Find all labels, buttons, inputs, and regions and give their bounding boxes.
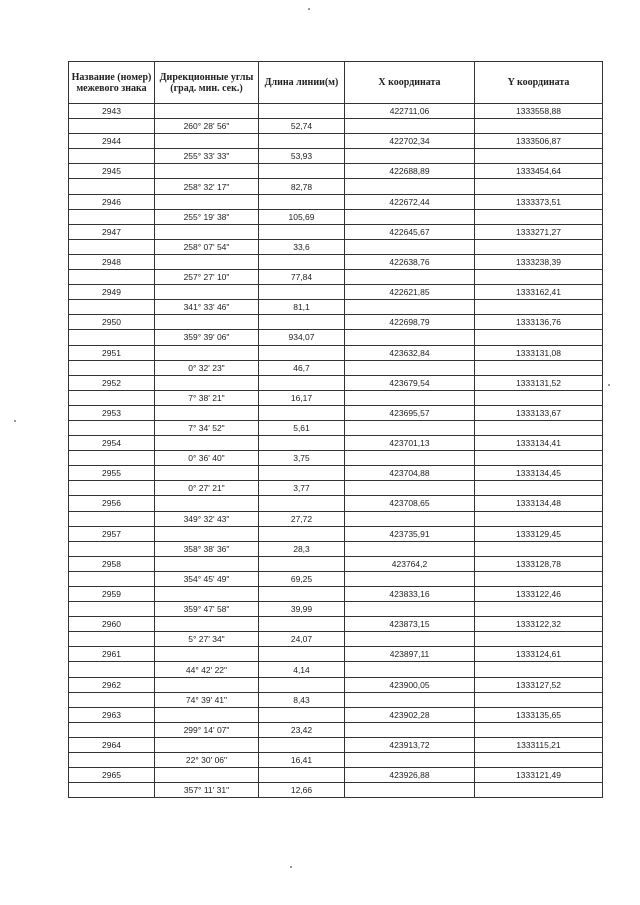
- segment-row: [69, 270, 603, 285]
- point-name: 2949: [69, 285, 155, 300]
- name-cell-empty: [69, 662, 155, 677]
- x-coordinate: 423902,28: [345, 707, 475, 722]
- angle-cell-empty: [155, 707, 259, 722]
- x-coordinate: 423695,57: [345, 405, 475, 420]
- segment-row: [69, 239, 603, 254]
- name-cell-empty: [69, 270, 155, 285]
- x-cell-empty: [345, 239, 475, 254]
- y-coordinate: 1333134,41: [475, 436, 603, 451]
- y-cell-empty: [475, 662, 603, 677]
- point-name: 2953: [69, 405, 155, 420]
- length-cell-empty: [259, 556, 345, 571]
- line-length: 77,84: [259, 270, 345, 285]
- name-cell-empty: [69, 119, 155, 134]
- point-name: 2965: [69, 768, 155, 783]
- line-length: 105,69: [259, 209, 345, 224]
- length-cell-empty: [259, 677, 345, 692]
- point-row: [69, 224, 603, 239]
- y-coordinate: 1333124,61: [475, 647, 603, 662]
- point-name: 2964: [69, 737, 155, 752]
- point-row: [69, 104, 603, 119]
- line-length: 12,66: [259, 783, 345, 798]
- y-cell-empty: [475, 692, 603, 707]
- x-coordinate: 422645,67: [345, 224, 475, 239]
- y-coordinate: 1333135,65: [475, 707, 603, 722]
- x-cell-empty: [345, 300, 475, 315]
- direction-angle: 257° 27' 10": [155, 270, 259, 285]
- x-cell-empty: [345, 420, 475, 435]
- y-cell-empty: [475, 753, 603, 768]
- name-cell-empty: [69, 451, 155, 466]
- header-name: Название (номер) межевого знака: [69, 62, 155, 104]
- y-coordinate: 1333131,52: [475, 375, 603, 390]
- x-coordinate: 422711,06: [345, 104, 475, 119]
- point-row: [69, 587, 603, 602]
- line-length: 4,14: [259, 662, 345, 677]
- y-cell-empty: [475, 602, 603, 617]
- angle-cell-empty: [155, 587, 259, 602]
- segment-row: [69, 481, 603, 496]
- segment-row: [69, 602, 603, 617]
- direction-angle: 7° 38' 21": [155, 390, 259, 405]
- direction-angle: 349° 32' 43": [155, 511, 259, 526]
- length-cell-empty: [259, 285, 345, 300]
- point-row: [69, 677, 603, 692]
- direction-angle: 0° 27' 21": [155, 481, 259, 496]
- point-row: [69, 647, 603, 662]
- segment-row: [69, 209, 603, 224]
- x-cell-empty: [345, 149, 475, 164]
- length-cell-empty: [259, 587, 345, 602]
- segment-row: [69, 179, 603, 194]
- y-cell-empty: [475, 270, 603, 285]
- angle-cell-empty: [155, 134, 259, 149]
- line-length: 28,3: [259, 541, 345, 556]
- point-row: [69, 617, 603, 632]
- angle-cell-empty: [155, 375, 259, 390]
- point-row: [69, 526, 603, 541]
- x-coordinate: 423833,16: [345, 587, 475, 602]
- point-name: 2962: [69, 677, 155, 692]
- name-cell-empty: [69, 481, 155, 496]
- segment-row: [69, 692, 603, 707]
- line-length: 16,41: [259, 753, 345, 768]
- x-cell-empty: [345, 783, 475, 798]
- point-row: [69, 345, 603, 360]
- angle-cell-empty: [155, 254, 259, 269]
- angle-cell-empty: [155, 617, 259, 632]
- length-cell-empty: [259, 224, 345, 239]
- y-cell-empty: [475, 511, 603, 526]
- line-length: 23,42: [259, 722, 345, 737]
- name-cell-empty: [69, 300, 155, 315]
- x-coordinate: 423679,54: [345, 375, 475, 390]
- scan-speck: [290, 866, 292, 868]
- y-coordinate: 1333122,46: [475, 587, 603, 602]
- line-length: 39,99: [259, 602, 345, 617]
- direction-angle: 359° 39' 06": [155, 330, 259, 345]
- x-cell-empty: [345, 119, 475, 134]
- header-angles: Дирекционные углы (град. мин. сек.): [155, 62, 259, 104]
- length-cell-empty: [259, 707, 345, 722]
- y-coordinate: 1333238,39: [475, 254, 603, 269]
- x-cell-empty: [345, 330, 475, 345]
- segment-row: [69, 451, 603, 466]
- segment-row: [69, 360, 603, 375]
- point-name: 2959: [69, 587, 155, 602]
- x-coordinate: 423900,05: [345, 677, 475, 692]
- segment-row: [69, 783, 603, 798]
- segment-row: [69, 632, 603, 647]
- line-length: 53,93: [259, 149, 345, 164]
- y-coordinate: 1333162,41: [475, 285, 603, 300]
- length-cell-empty: [259, 405, 345, 420]
- angle-cell-empty: [155, 496, 259, 511]
- y-coordinate: 1333558,88: [475, 104, 603, 119]
- y-coordinate: 1333454,64: [475, 164, 603, 179]
- x-coordinate: 423897,11: [345, 647, 475, 662]
- name-cell-empty: [69, 330, 155, 345]
- direction-angle: 357° 11' 31": [155, 783, 259, 798]
- x-coordinate: 422672,44: [345, 194, 475, 209]
- point-name: 2956: [69, 496, 155, 511]
- x-cell-empty: [345, 481, 475, 496]
- point-row: [69, 768, 603, 783]
- point-name: 2945: [69, 164, 155, 179]
- y-cell-empty: [475, 481, 603, 496]
- point-name: 2951: [69, 345, 155, 360]
- scan-speck: [308, 8, 310, 10]
- length-cell-empty: [259, 104, 345, 119]
- name-cell-empty: [69, 390, 155, 405]
- x-cell-empty: [345, 209, 475, 224]
- y-cell-empty: [475, 451, 603, 466]
- point-name: 2954: [69, 436, 155, 451]
- angle-cell-empty: [155, 647, 259, 662]
- y-coordinate: 1333128,78: [475, 556, 603, 571]
- point-row: [69, 496, 603, 511]
- angle-cell-empty: [155, 436, 259, 451]
- header-y: Y координата: [475, 62, 603, 104]
- direction-angle: 74° 39' 41": [155, 692, 259, 707]
- segment-row: [69, 541, 603, 556]
- point-row: [69, 285, 603, 300]
- y-cell-empty: [475, 541, 603, 556]
- name-cell-empty: [69, 753, 155, 768]
- direction-angle: 255° 19' 38": [155, 209, 259, 224]
- x-coordinate: 422688,89: [345, 164, 475, 179]
- length-cell-empty: [259, 134, 345, 149]
- y-coordinate: 1333122,32: [475, 617, 603, 632]
- point-name: 2952: [69, 375, 155, 390]
- point-name: 2946: [69, 194, 155, 209]
- point-name: 2944: [69, 134, 155, 149]
- y-coordinate: 1333136,76: [475, 315, 603, 330]
- length-cell-empty: [259, 254, 345, 269]
- direction-angle: 359° 47' 58": [155, 602, 259, 617]
- x-coordinate: 422621,85: [345, 285, 475, 300]
- x-cell-empty: [345, 541, 475, 556]
- x-cell-empty: [345, 571, 475, 586]
- x-coordinate: 423873,15: [345, 617, 475, 632]
- direction-angle: 260° 28' 56": [155, 119, 259, 134]
- x-cell-empty: [345, 692, 475, 707]
- name-cell-empty: [69, 239, 155, 254]
- y-cell-empty: [475, 209, 603, 224]
- name-cell-empty: [69, 149, 155, 164]
- point-name: 2950: [69, 315, 155, 330]
- name-cell-empty: [69, 692, 155, 707]
- y-coordinate: 1333133,67: [475, 405, 603, 420]
- segment-row: [69, 753, 603, 768]
- name-cell-empty: [69, 541, 155, 556]
- point-row: [69, 405, 603, 420]
- segment-row: [69, 119, 603, 134]
- point-name: 2955: [69, 466, 155, 481]
- direction-angle: 0° 36' 40": [155, 451, 259, 466]
- line-length: 81,1: [259, 300, 345, 315]
- point-name: 2943: [69, 104, 155, 119]
- point-row: [69, 707, 603, 722]
- angle-cell-empty: [155, 194, 259, 209]
- x-cell-empty: [345, 451, 475, 466]
- name-cell-empty: [69, 420, 155, 435]
- angle-cell-empty: [155, 405, 259, 420]
- point-row: [69, 436, 603, 451]
- y-cell-empty: [475, 300, 603, 315]
- x-coordinate: 423704,88: [345, 466, 475, 481]
- y-cell-empty: [475, 420, 603, 435]
- line-length: 5,61: [259, 420, 345, 435]
- x-cell-empty: [345, 360, 475, 375]
- y-cell-empty: [475, 571, 603, 586]
- length-cell-empty: [259, 315, 345, 330]
- line-length: 3,75: [259, 451, 345, 466]
- x-coordinate: 422702,34: [345, 134, 475, 149]
- y-coordinate: 1333115,21: [475, 737, 603, 752]
- angle-cell-empty: [155, 556, 259, 571]
- y-coordinate: 1333134,48: [475, 496, 603, 511]
- x-cell-empty: [345, 632, 475, 647]
- length-cell-empty: [259, 436, 345, 451]
- x-coordinate: 422638,76: [345, 254, 475, 269]
- segment-row: [69, 300, 603, 315]
- angle-cell-empty: [155, 526, 259, 541]
- y-cell-empty: [475, 330, 603, 345]
- y-cell-empty: [475, 149, 603, 164]
- segment-row: [69, 511, 603, 526]
- angle-cell-empty: [155, 737, 259, 752]
- y-cell-empty: [475, 783, 603, 798]
- y-cell-empty: [475, 360, 603, 375]
- y-coordinate: 1333127,52: [475, 677, 603, 692]
- point-name: 2958: [69, 556, 155, 571]
- point-row: [69, 466, 603, 481]
- header-length: Длина линии(м): [259, 62, 345, 104]
- x-coordinate: 423735,91: [345, 526, 475, 541]
- header-row: [69, 62, 603, 104]
- length-cell-empty: [259, 526, 345, 541]
- direction-angle: 354° 45' 49": [155, 571, 259, 586]
- point-row: [69, 194, 603, 209]
- point-name: 2961: [69, 647, 155, 662]
- length-cell-empty: [259, 164, 345, 179]
- segment-row: [69, 390, 603, 405]
- direction-angle: 255° 33' 33": [155, 149, 259, 164]
- x-cell-empty: [345, 662, 475, 677]
- x-cell-empty: [345, 722, 475, 737]
- line-length: 52,74: [259, 119, 345, 134]
- length-cell-empty: [259, 375, 345, 390]
- x-coordinate: 423708,65: [345, 496, 475, 511]
- point-name: 2948: [69, 254, 155, 269]
- segment-row: [69, 571, 603, 586]
- point-row: [69, 375, 603, 390]
- y-coordinate: 1333134,45: [475, 466, 603, 481]
- length-cell-empty: [259, 768, 345, 783]
- length-cell-empty: [259, 345, 345, 360]
- length-cell-empty: [259, 466, 345, 481]
- table-body: [69, 104, 603, 798]
- segment-row: [69, 149, 603, 164]
- line-length: 27,72: [259, 511, 345, 526]
- y-coordinate: 1333121,49: [475, 768, 603, 783]
- x-coordinate: 423632,84: [345, 345, 475, 360]
- scan-speck: [608, 384, 610, 386]
- point-row: [69, 134, 603, 149]
- segment-row: [69, 420, 603, 435]
- name-cell-empty: [69, 722, 155, 737]
- y-cell-empty: [475, 239, 603, 254]
- direction-angle: 341° 33' 46": [155, 300, 259, 315]
- point-name: 2960: [69, 617, 155, 632]
- direction-angle: 22° 30' 06": [155, 753, 259, 768]
- x-cell-empty: [345, 602, 475, 617]
- line-length: 8,43: [259, 692, 345, 707]
- x-coordinate: 423926,88: [345, 768, 475, 783]
- angle-cell-empty: [155, 164, 259, 179]
- line-length: 3,77: [259, 481, 345, 496]
- x-coordinate: 423764,2: [345, 556, 475, 571]
- line-length: 69,25: [259, 571, 345, 586]
- point-name: 2957: [69, 526, 155, 541]
- line-length: 33,6: [259, 239, 345, 254]
- x-cell-empty: [345, 390, 475, 405]
- length-cell-empty: [259, 194, 345, 209]
- point-name: 2947: [69, 224, 155, 239]
- angle-cell-empty: [155, 345, 259, 360]
- y-coordinate: 1333131,08: [475, 345, 603, 360]
- segment-row: [69, 662, 603, 677]
- line-length: 82,78: [259, 179, 345, 194]
- name-cell-empty: [69, 602, 155, 617]
- y-cell-empty: [475, 119, 603, 134]
- point-row: [69, 737, 603, 752]
- angle-cell-empty: [155, 315, 259, 330]
- y-coordinate: 1333506,87: [475, 134, 603, 149]
- point-row: [69, 315, 603, 330]
- name-cell-empty: [69, 209, 155, 224]
- length-cell-empty: [259, 737, 345, 752]
- direction-angle: 358° 38' 36": [155, 541, 259, 556]
- header-x: X координата: [345, 62, 475, 104]
- y-coordinate: 1333271,27: [475, 224, 603, 239]
- length-cell-empty: [259, 617, 345, 632]
- y-coordinate: 1333129,45: [475, 526, 603, 541]
- direction-angle: 0° 32' 23": [155, 360, 259, 375]
- line-length: 16,17: [259, 390, 345, 405]
- angle-cell-empty: [155, 224, 259, 239]
- y-cell-empty: [475, 390, 603, 405]
- length-cell-empty: [259, 647, 345, 662]
- x-coordinate: 423913,72: [345, 737, 475, 752]
- y-cell-empty: [475, 632, 603, 647]
- y-cell-empty: [475, 722, 603, 737]
- line-length: 934,07: [259, 330, 345, 345]
- name-cell-empty: [69, 632, 155, 647]
- x-cell-empty: [345, 179, 475, 194]
- angle-cell-empty: [155, 466, 259, 481]
- point-row: [69, 254, 603, 269]
- angle-cell-empty: [155, 677, 259, 692]
- name-cell-empty: [69, 571, 155, 586]
- x-cell-empty: [345, 753, 475, 768]
- angle-cell-empty: [155, 768, 259, 783]
- y-cell-empty: [475, 179, 603, 194]
- point-row: [69, 556, 603, 571]
- scan-speck: [14, 420, 16, 422]
- direction-angle: 7° 34' 52": [155, 420, 259, 435]
- name-cell-empty: [69, 511, 155, 526]
- line-length: 24,07: [259, 632, 345, 647]
- length-cell-empty: [259, 496, 345, 511]
- point-row: [69, 164, 603, 179]
- x-coordinate: 422698,79: [345, 315, 475, 330]
- line-length: 46,7: [259, 360, 345, 375]
- x-coordinate: 423701,13: [345, 436, 475, 451]
- coordinates-table: [68, 61, 603, 798]
- direction-angle: 299° 14' 07": [155, 722, 259, 737]
- x-cell-empty: [345, 270, 475, 285]
- name-cell-empty: [69, 360, 155, 375]
- direction-angle: 5° 27' 34": [155, 632, 259, 647]
- angle-cell-empty: [155, 104, 259, 119]
- x-cell-empty: [345, 511, 475, 526]
- name-cell-empty: [69, 179, 155, 194]
- direction-angle: 258° 07' 54": [155, 239, 259, 254]
- point-name: 2963: [69, 707, 155, 722]
- segment-row: [69, 722, 603, 737]
- direction-angle: 44° 42' 22": [155, 662, 259, 677]
- angle-cell-empty: [155, 285, 259, 300]
- y-coordinate: 1333373,51: [475, 194, 603, 209]
- direction-angle: 258° 32' 17": [155, 179, 259, 194]
- name-cell-empty: [69, 783, 155, 798]
- segment-row: [69, 330, 603, 345]
